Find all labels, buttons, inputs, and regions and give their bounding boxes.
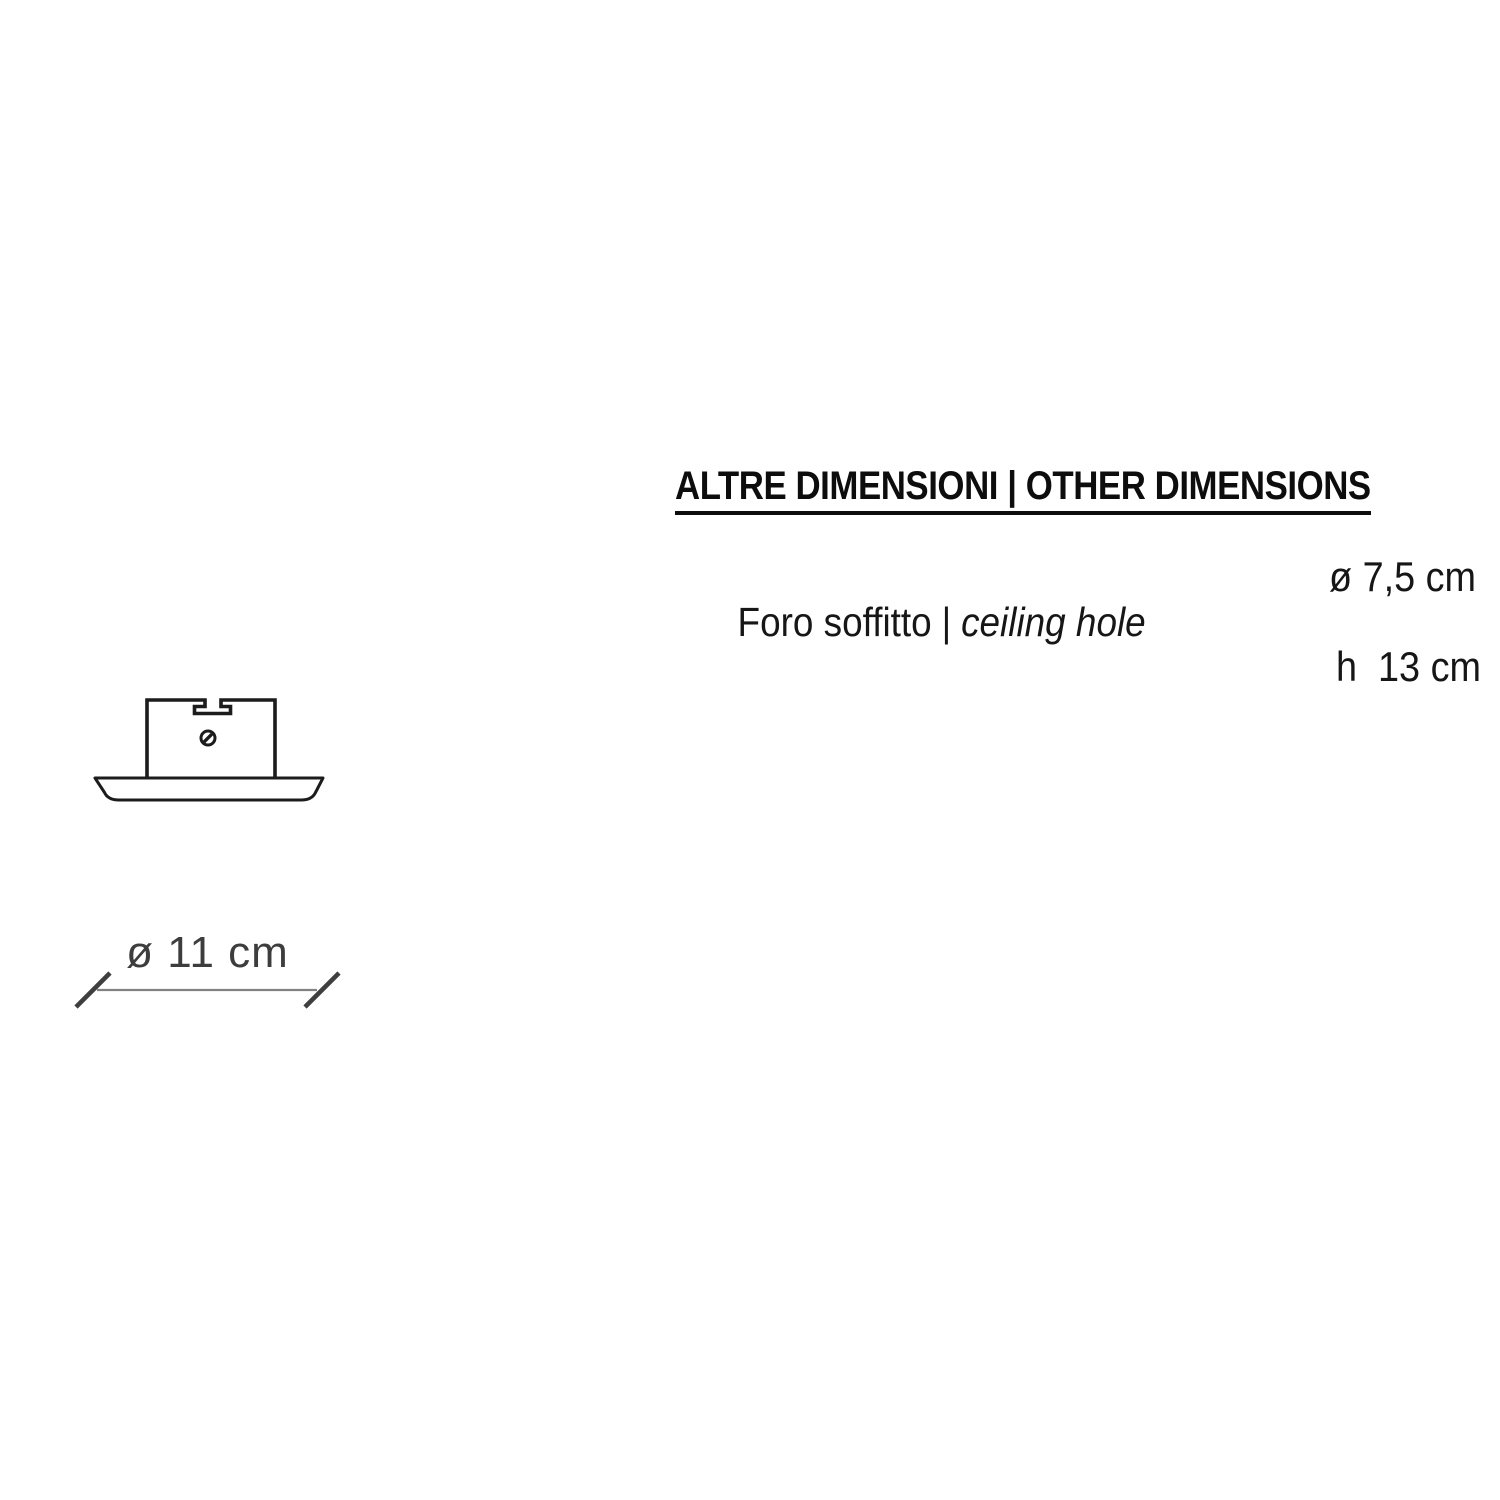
ceiling-hole-value-wrap	[1311, 537, 1492, 617]
other-dimensions-heading: ALTRE DIMENSIONI | OTHER DIMENSIONS	[675, 465, 1371, 515]
fixture-trim-dish-outline	[95, 778, 323, 800]
height-value: h 13 cm	[1335, 643, 1481, 690]
height-value-wrap	[1318, 627, 1497, 707]
ceiling-hole-value: ø 7,5 cm	[1328, 553, 1476, 600]
label-separator: |	[941, 599, 951, 645]
fixture-housing-outline	[147, 700, 275, 778]
diameter-dimension-label: ø 11 cm	[126, 928, 289, 977]
ceiling-hole-label-english: ceiling hole	[960, 599, 1146, 645]
ceiling-hole-row	[658, 538, 1198, 706]
ceiling-hole-label-italian: Foro soffitto	[737, 599, 932, 645]
other-dimensions-heading-wrap	[657, 447, 1474, 533]
